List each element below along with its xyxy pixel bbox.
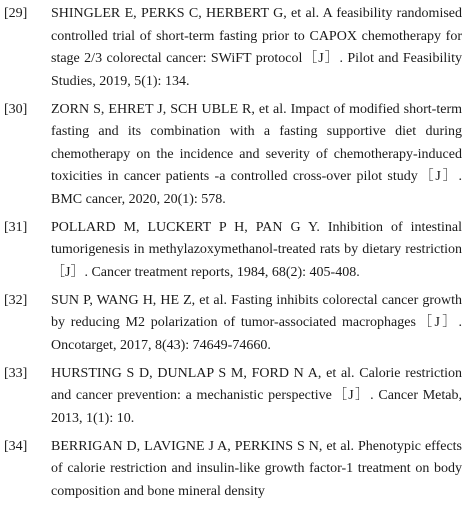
reference-text: HURSTING S D, DUNLAP S M, FORD N A, et al. Calorie restriction and cancer prevention: a mechanistic perspective［J］. Cancer Metab, 2013, 1(1): 10. <box>51 365 462 426</box>
reference-item <box>4 290 462 358</box>
reference-item <box>4 217 462 285</box>
reference-item <box>4 3 462 93</box>
reference-item <box>4 436 462 504</box>
reference-number: [30] <box>4 101 28 117</box>
reference-list <box>4 3 462 509</box>
reference-item <box>4 363 462 431</box>
reference-text: SHINGLER E, PERKS C, HERBERT G, et al. A feasibility randomised controlled trial of short-term fasting prior to CAPOX chemotherapy for stage 2/3 colorectal cancer: SWiFT protocol［J］. Pilot and Feasibility Studies, 2019, 5(1): 134. <box>51 6 462 89</box>
reference-number: [29] <box>4 6 28 21</box>
reference-number: [34] <box>4 438 28 454</box>
reference-number: [31] <box>4 219 28 235</box>
reference-number: [33] <box>4 365 28 381</box>
reference-number: [32] <box>4 292 28 308</box>
reference-text: BERRIGAN D, LAVIGNE J A, PERKINS S N, et al. Phenotypic effects of calorie restriction and insulin-like growth factor-1 treatment on body composition and bone mineral density <box>51 438 462 499</box>
reference-text: SUN P, WANG H, HE Z, et al. Fasting inhibits colorectal cancer growth by reducing M2 polarization of tumor-associated macrophages［J］. Oncotarget, 2017, 8(43): 74649-74660. <box>51 292 462 353</box>
reference-text: POLLARD M, LUCKERT P H, PAN G Y. Inhibition of intestinal tumorigenesis in methylazoxymethanol-treated rats by dietary restriction［J］. Cancer treatment reports, 1984, 68(2): 405-408. <box>51 219 462 280</box>
reference-item <box>4 99 462 212</box>
reference-text: ZORN S, EHRET J, SCH UBLE R, et al. Impact of modified short-term fasting and its combination with a fasting supportive diet during chemotherapy on the incidence and severity of chemotherapy-induced toxicities in cancer patients -a controlled cross-over pilot study［J］. BMC cancer, 2020, 20(1): 578. <box>51 101 462 207</box>
